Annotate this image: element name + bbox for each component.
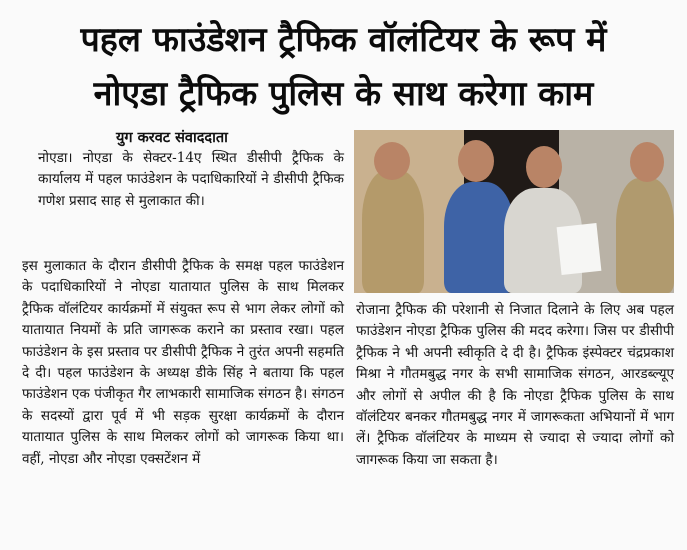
police-officer-figure-left (362, 170, 424, 293)
article-paragraph-1 (38, 148, 344, 212)
news-photo (354, 130, 674, 293)
person-head (458, 140, 494, 182)
headline-line-1: पहल फाउंडेशन ट्रैफिक वॉलंटियर के रूप में (80, 20, 607, 60)
police-officer-figure-right (616, 178, 674, 293)
paragraph-text: इस मुलाकात के दौरान डीसीपी ट्रैफिक के समक्ष पहल फाउंडेशन के पदाधिकारियों ने नोएडा यातायात पुलिस के साथ मिलकर ट्रैफिक वॉलंटियर कार्यक्रमों में संयुक्त रूप से भाग लेकर लोगों को यातायात नियमों के प्रति जागरूक कराने का प्रस्ताव रखा। पहल फाउंडेशन के इस प्रस्ताव पर डीसीपी ट्रैफिक ने तुरंत अपनी सहमति दे दी। पहल फाउंडेशन के अध्यक्ष डीके सिंह ने बताया कि पहल फाउंडेशन एक पंजीकृत गैर लाभकारी सामाजिक संगठन है। संगठन के सदस्यों द्वारा पूर्व में भी सड़क सुरक्षा कार्यक्रमों के दौरान यातायात पुलिस के साथ मिलकर लोगों को जागरूक किया था। वहीं, नोएडा और नोएडा एक्सटेंशन में (22, 258, 344, 467)
person-head (526, 146, 562, 188)
article-paragraph-2 (22, 256, 344, 470)
headline-line-2: नोएडा ट्रैफिक पुलिस के साथ करेगा काम (93, 74, 594, 114)
paragraph-text: रोजाना ट्रैफिक की परेशानी से निजात दिलाने के लिए अब पहल फाउंडेशन नोएडा ट्रैफिक पुलिस की मदद करेगा। जिस पर डीसीपी ट्रैफिक ने भी अपनी स्वीकृति दे दी है। ट्रैफिक इंस्पेक्टर चंद्रप्रकाश मिश्रा ने गौतमबुद्ध नगर के सभी सामाजिक संगठन, आरडब्ल्यूए और लोगों से अपील की है कि नोएडा ट्रैफिक पुलिस के साथ वॉलंटियर बनकर गौतमबुद्ध नगर में जागरूकता अभियानों में भाग लें। ट्रैफिक वॉलंटियर के माध्यम से ज्यादा से ज्यादा लोगों को जागरूक किया जा सकता है। (356, 302, 674, 468)
person-head (374, 142, 410, 180)
person-head (630, 142, 664, 182)
article-paragraph-3 (356, 300, 674, 471)
byline: युग करवट संवाददाता (116, 130, 228, 146)
paragraph-text: नोएडा। नोएडा के सेक्टर-14ए स्थित डीसीपी ट्रैफिक के कार्यालय में पहल फाउंडेशन के पदाधिकारियों ने डीसीपी ट्रैफिक गणेश प्रसाद साह से मुलाकात की। (38, 150, 344, 209)
document-paper (557, 223, 602, 275)
